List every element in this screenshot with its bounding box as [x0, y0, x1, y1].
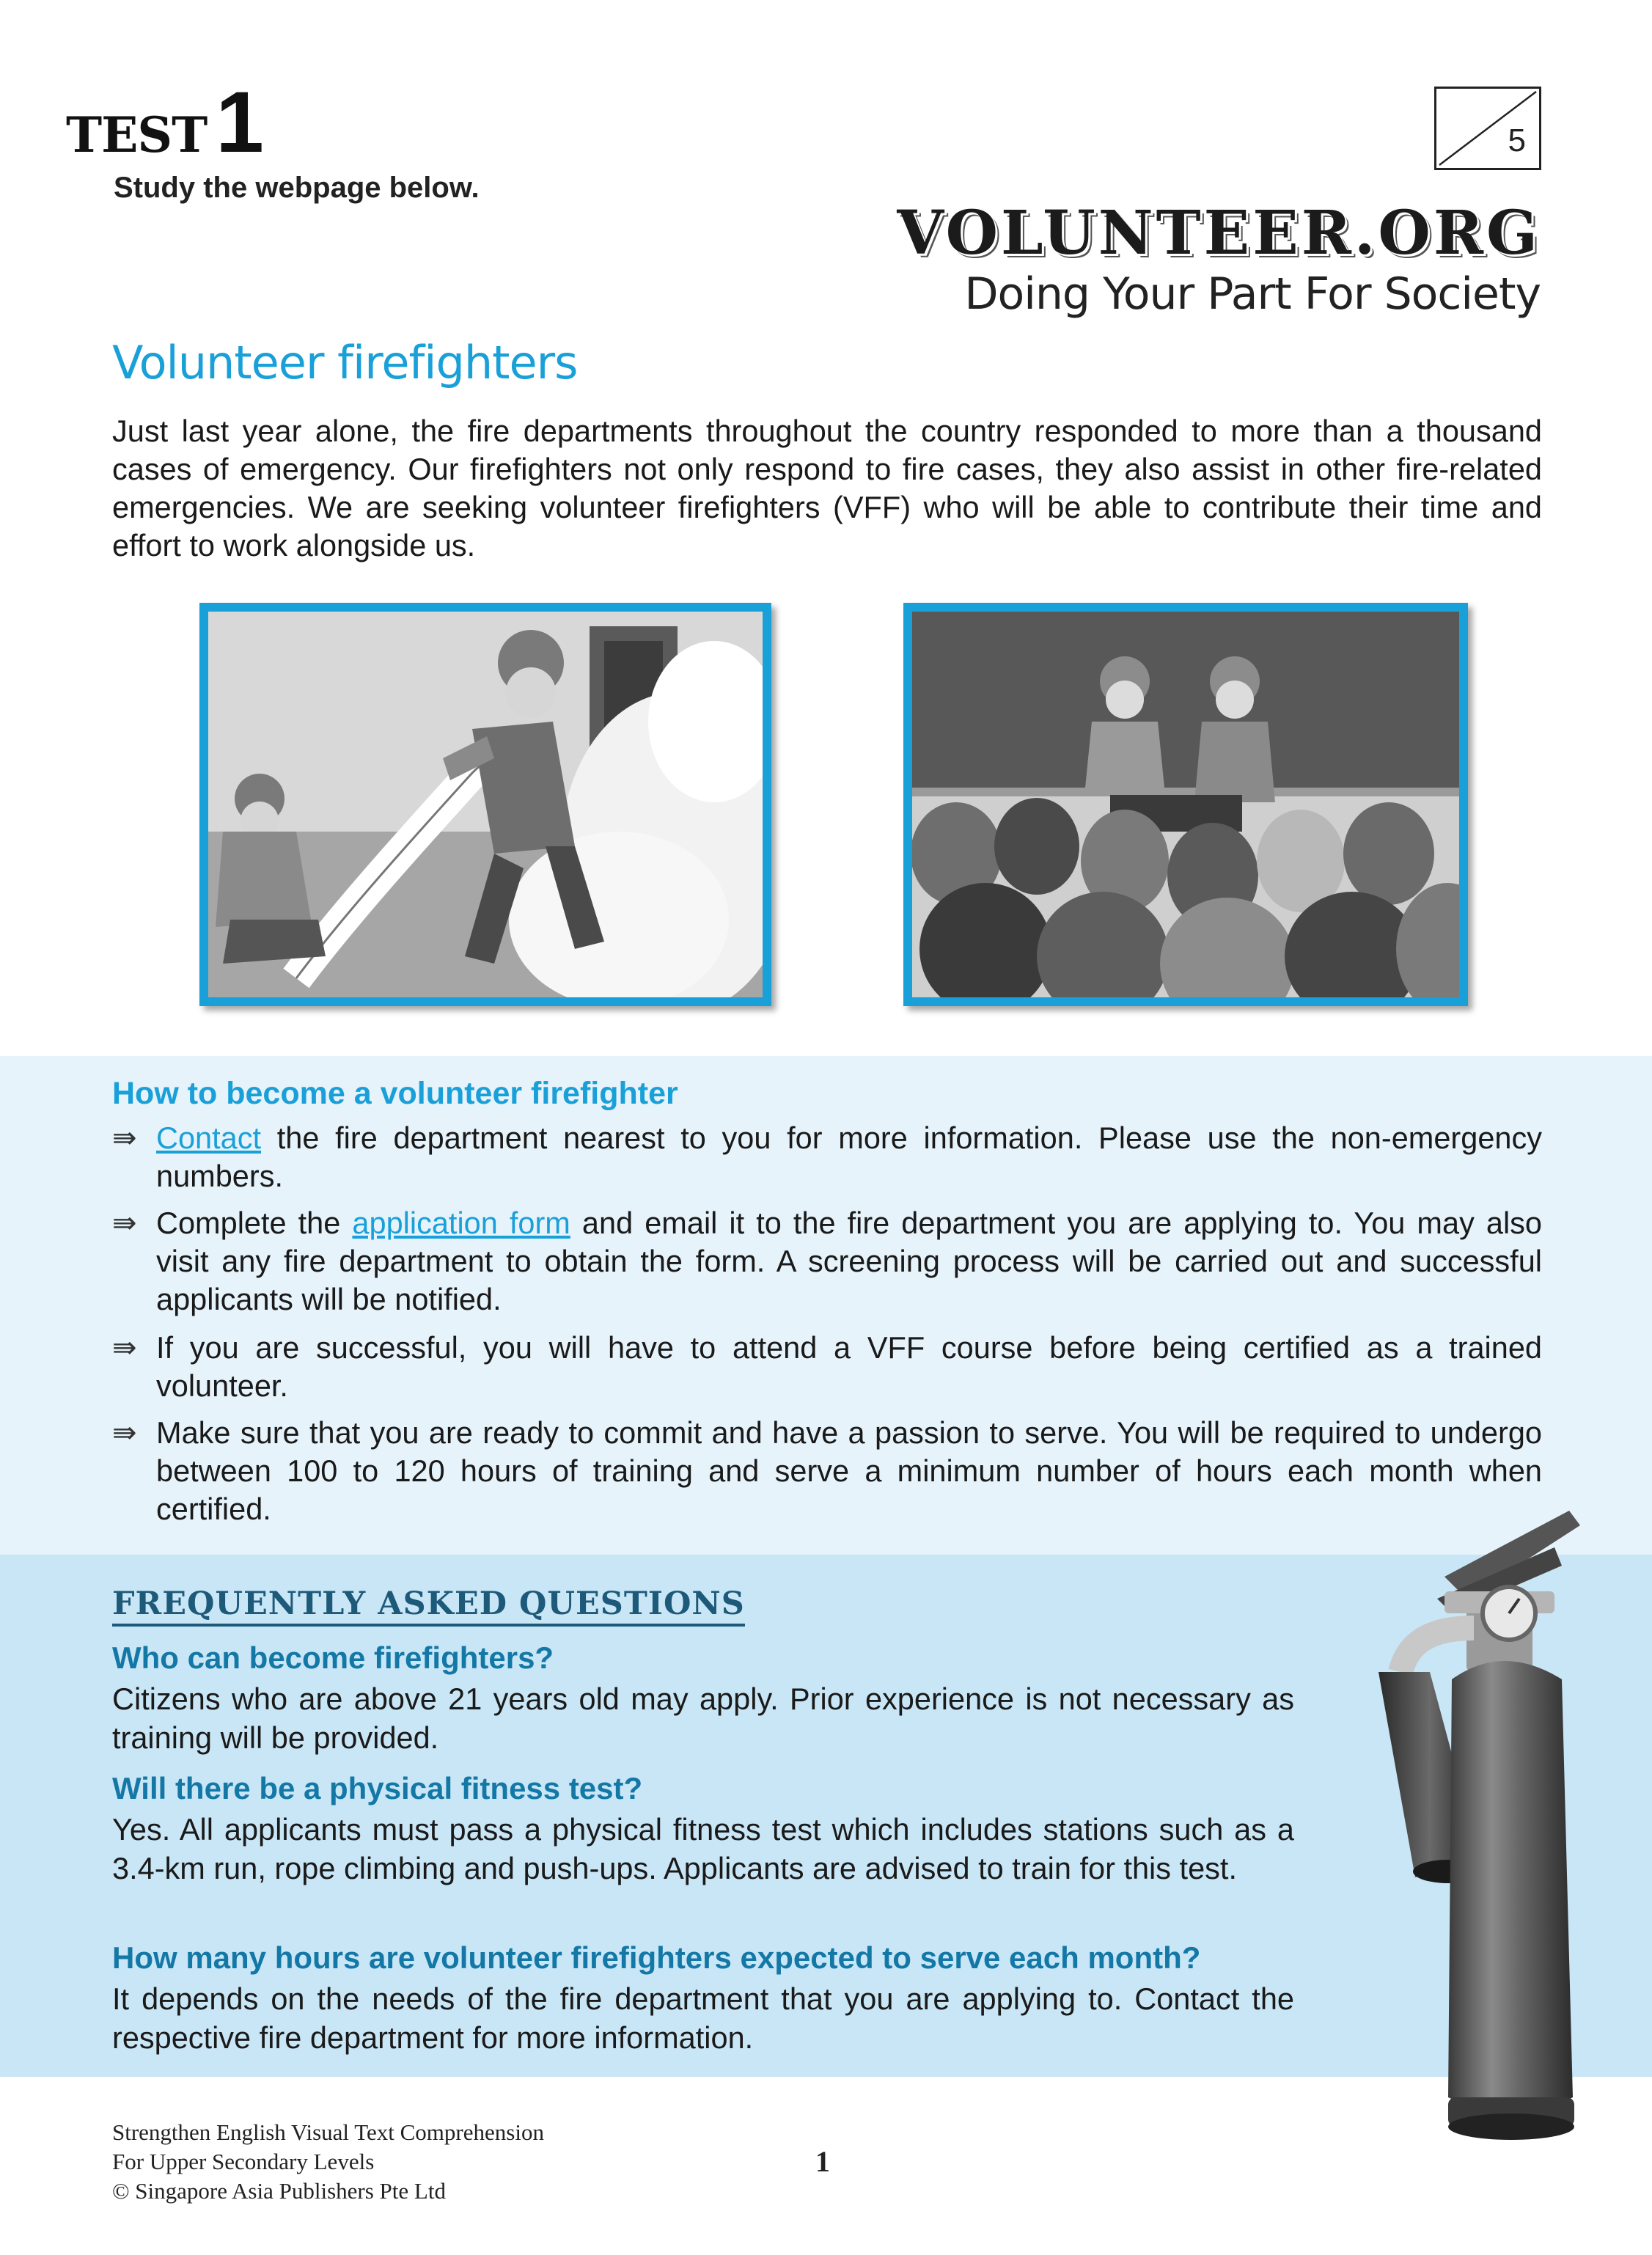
howto-title: How to become a volunteer firefighter [112, 1076, 678, 1111]
page-title: Volunteer firefighters [112, 336, 578, 389]
score-box [1434, 87, 1541, 170]
site-tagline: Doing Your Part For Society [964, 268, 1541, 320]
firefighters-hose-image [199, 603, 771, 1006]
instruction: Study the webpage below. [114, 172, 480, 204]
faq-answer: It depends on the needs of the fire department that you are applying to. Contact the respective fire department for more information. [112, 1981, 1294, 2055]
arrow-icon: ⇛ [112, 1331, 137, 1365]
intro-paragraph: Just last year alone, the fire departments throughout the country responded to more than a thousand cases of emergency. Our firefighters not only respond to fire cases, they also assist in other fire-related emergencies. We are seeking volunteer firefighters (VFF) who will be able to contribute their time and effort to work alongside us. [112, 414, 1542, 562]
page-number: 1 [815, 2145, 830, 2178]
test-word: TEST [66, 106, 208, 164]
footer-credit: Strengthen English Visual Text Comprehension For Upper Secondary Levels © Singapore Asia Publishers Pte Ltd [112, 2119, 544, 2204]
contact-link[interactable]: Contact [156, 1121, 262, 1155]
site-logo[interactable]: VOLUNTEER.ORG [897, 198, 1541, 268]
fire-extinguisher-icon [1327, 1496, 1650, 2174]
firefighters-briefing-image [903, 603, 1468, 1006]
howto-step [112, 1119, 1542, 1195]
faq-question: Will there be a physical fitness test? [112, 1771, 643, 1805]
application-form-link[interactable]: application form [352, 1206, 570, 1240]
arrow-icon: ⇛ [112, 1416, 137, 1450]
howto-step-text: Complete the application form and email it to the fire department you are applying to. You may also visit any fire department to obtain the form. A screening process will be carried out and successful applicants will be notified. [156, 1206, 1542, 1316]
arrow-icon: ⇛ [112, 1121, 137, 1155]
howto-step [112, 1204, 1542, 1319]
faq-question: How many hours are volunteer firefighters expected to serve each month? [112, 1940, 1201, 1975]
arrow-icon: ⇛ [112, 1206, 137, 1240]
howto-step [112, 1329, 1542, 1405]
faq-title: FREQUENTLY ASKED QUESTIONS [112, 1585, 745, 1627]
score-total: 5 [1508, 122, 1526, 158]
faq-answer: Yes. All applicants must pass a physical fitness test which includes stations such as a 3.4-km run, rope climbing and push-ups. Applicants are advised to train for this test. [112, 1812, 1294, 1885]
howto-step-text: If you are successful, you will have to attend a VFF course before being certified as a trained volunteer. [156, 1330, 1542, 1403]
test-number: 1 [216, 74, 264, 171]
howto-step-text: Make sure that you are ready to commit and have a passion to serve. You will be required to undergo between 100 to 120 hours of training and serve a minimum number of hours each month when certified. [156, 1415, 1542, 1526]
howto-step-text: Contact the fire department nearest to you for more information. Please use the non-emergency numbers. [156, 1121, 1542, 1193]
test-label [66, 74, 264, 171]
faq-answer: Citizens who are above 21 years old may apply. Prior experience is not necessary as training will be provided. [112, 1682, 1294, 1755]
faq-question: Who can become firefighters? [112, 1640, 554, 1675]
